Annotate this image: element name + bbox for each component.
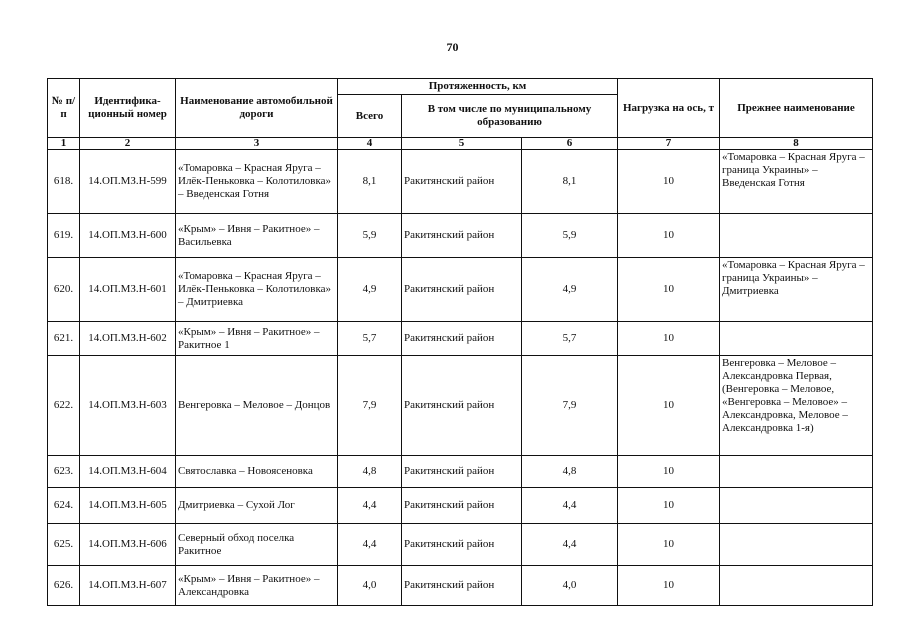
column-number: 6 — [522, 138, 618, 150]
row-number: 619. — [48, 214, 80, 258]
table-row — [48, 524, 873, 566]
former-name — [720, 524, 873, 566]
length-total: 4,4 — [338, 488, 402, 524]
row-number: 625. — [48, 524, 80, 566]
district-name: Ракитянский район — [402, 456, 522, 488]
table-row — [48, 488, 873, 524]
road-name: Венгеровка – Меловое – Донцов — [176, 356, 338, 456]
former-name — [720, 566, 873, 606]
roads-table — [47, 78, 873, 606]
table-row — [48, 214, 873, 258]
road-id: 14.ОП.МЗ.Н-603 — [80, 356, 176, 456]
header-incl: В том числе по муниципальному образованию — [402, 95, 618, 138]
column-number: 5 — [402, 138, 522, 150]
table-row — [48, 150, 873, 214]
road-id: 14.ОП.МЗ.Н-601 — [80, 258, 176, 322]
former-name — [720, 488, 873, 524]
length-total: 5,9 — [338, 214, 402, 258]
header-length: Протяженность, км — [338, 79, 618, 95]
axle-load: 10 — [618, 356, 720, 456]
district-name: Ракитянский район — [402, 356, 522, 456]
former-name: Венгеровка – Меловое – Александровка Первая, (Венгеровка – Меловое, «Венгеровка – Меловое» – Александровка, Меловое – Александровка 1-я) — [720, 356, 873, 456]
column-number: 2 — [80, 138, 176, 150]
row-number: 622. — [48, 356, 80, 456]
header-former: Прежнее наименование — [720, 79, 873, 138]
table-row — [48, 322, 873, 356]
row-number: 620. — [48, 258, 80, 322]
row-number: 623. — [48, 456, 80, 488]
road-id: 14.ОП.МЗ.Н-602 — [80, 322, 176, 356]
column-number: 1 — [48, 138, 80, 150]
district-length: 7,9 — [522, 356, 618, 456]
road-name: Святославка – Новоясеновка — [176, 456, 338, 488]
table-row — [48, 258, 873, 322]
axle-load: 10 — [618, 456, 720, 488]
road-id: 14.ОП.МЗ.Н-606 — [80, 524, 176, 566]
former-name — [720, 214, 873, 258]
district-length: 4,4 — [522, 524, 618, 566]
district-name: Ракитянский район — [402, 150, 522, 214]
axle-load: 10 — [618, 488, 720, 524]
column-number: 7 — [618, 138, 720, 150]
length-total: 5,7 — [338, 322, 402, 356]
district-name: Ракитянский район — [402, 322, 522, 356]
district-name: Ракитянский район — [402, 488, 522, 524]
axle-load: 10 — [618, 524, 720, 566]
axle-load: 10 — [618, 258, 720, 322]
road-name: Северный обход поселка Ракитное — [176, 524, 338, 566]
district-length: 8,1 — [522, 150, 618, 214]
district-name: Ракитянский район — [402, 566, 522, 606]
column-number: 8 — [720, 138, 873, 150]
road-id: 14.ОП.МЗ.Н-600 — [80, 214, 176, 258]
road-id: 14.ОП.МЗ.Н-605 — [80, 488, 176, 524]
length-total: 4,0 — [338, 566, 402, 606]
district-name: Ракитянский район — [402, 214, 522, 258]
road-id: 14.ОП.МЗ.Н-607 — [80, 566, 176, 606]
road-id: 14.ОП.МЗ.Н-599 — [80, 150, 176, 214]
column-number: 4 — [338, 138, 402, 150]
length-total: 7,9 — [338, 356, 402, 456]
district-length: 5,7 — [522, 322, 618, 356]
length-total: 4,8 — [338, 456, 402, 488]
table-row — [48, 456, 873, 488]
row-number: 618. — [48, 150, 80, 214]
district-length: 4,9 — [522, 258, 618, 322]
header-load: Нагрузка на ось, т — [618, 79, 720, 138]
axle-load: 10 — [618, 322, 720, 356]
former-name: «Томаровка – Красная Яруга – граница Украины» – Дмитриевка — [720, 258, 873, 322]
district-length: 5,9 — [522, 214, 618, 258]
road-name: «Крым» – Ивня – Ракитное» – Васильевка — [176, 214, 338, 258]
road-name: «Томаровка – Красная Яруга – Илёк-Пеньковка – Колотиловка» – Дмитриевка — [176, 258, 338, 322]
road-name: Дмитриевка – Сухой Лог — [176, 488, 338, 524]
district-length: 4,4 — [522, 488, 618, 524]
table-row — [48, 356, 873, 456]
length-total: 8,1 — [338, 150, 402, 214]
column-number: 3 — [176, 138, 338, 150]
road-id: 14.ОП.МЗ.Н-604 — [80, 456, 176, 488]
road-name: «Крым» – Ивня – Ракитное» – Александровка — [176, 566, 338, 606]
row-number: 624. — [48, 488, 80, 524]
page-number: 70 — [446, 40, 459, 54]
former-name: «Томаровка – Красная Яруга – граница Украины» – Введенская Готня — [720, 150, 873, 214]
length-total: 4,4 — [338, 524, 402, 566]
header-total: Всего — [338, 95, 402, 138]
district-length: 4,8 — [522, 456, 618, 488]
district-name: Ракитянский район — [402, 258, 522, 322]
axle-load: 10 — [618, 150, 720, 214]
road-name: «Крым» – Ивня – Ракитное» – Ракитное 1 — [176, 322, 338, 356]
axle-load: 10 — [618, 214, 720, 258]
row-number: 626. — [48, 566, 80, 606]
length-total: 4,9 — [338, 258, 402, 322]
header-name: Наименование автомобильной дороги — [176, 79, 338, 138]
header-num: № п/п — [48, 79, 80, 138]
former-name — [720, 456, 873, 488]
former-name — [720, 322, 873, 356]
axle-load: 10 — [618, 566, 720, 606]
header-ident: Идентифика-ционный номер — [80, 79, 176, 138]
row-number: 621. — [48, 322, 80, 356]
district-length: 4,0 — [522, 566, 618, 606]
road-name: «Томаровка – Красная Яруга – Илёк-Пеньковка – Колотиловка» – Введенская Готня — [176, 150, 338, 214]
table-row — [48, 566, 873, 606]
district-name: Ракитянский район — [402, 524, 522, 566]
